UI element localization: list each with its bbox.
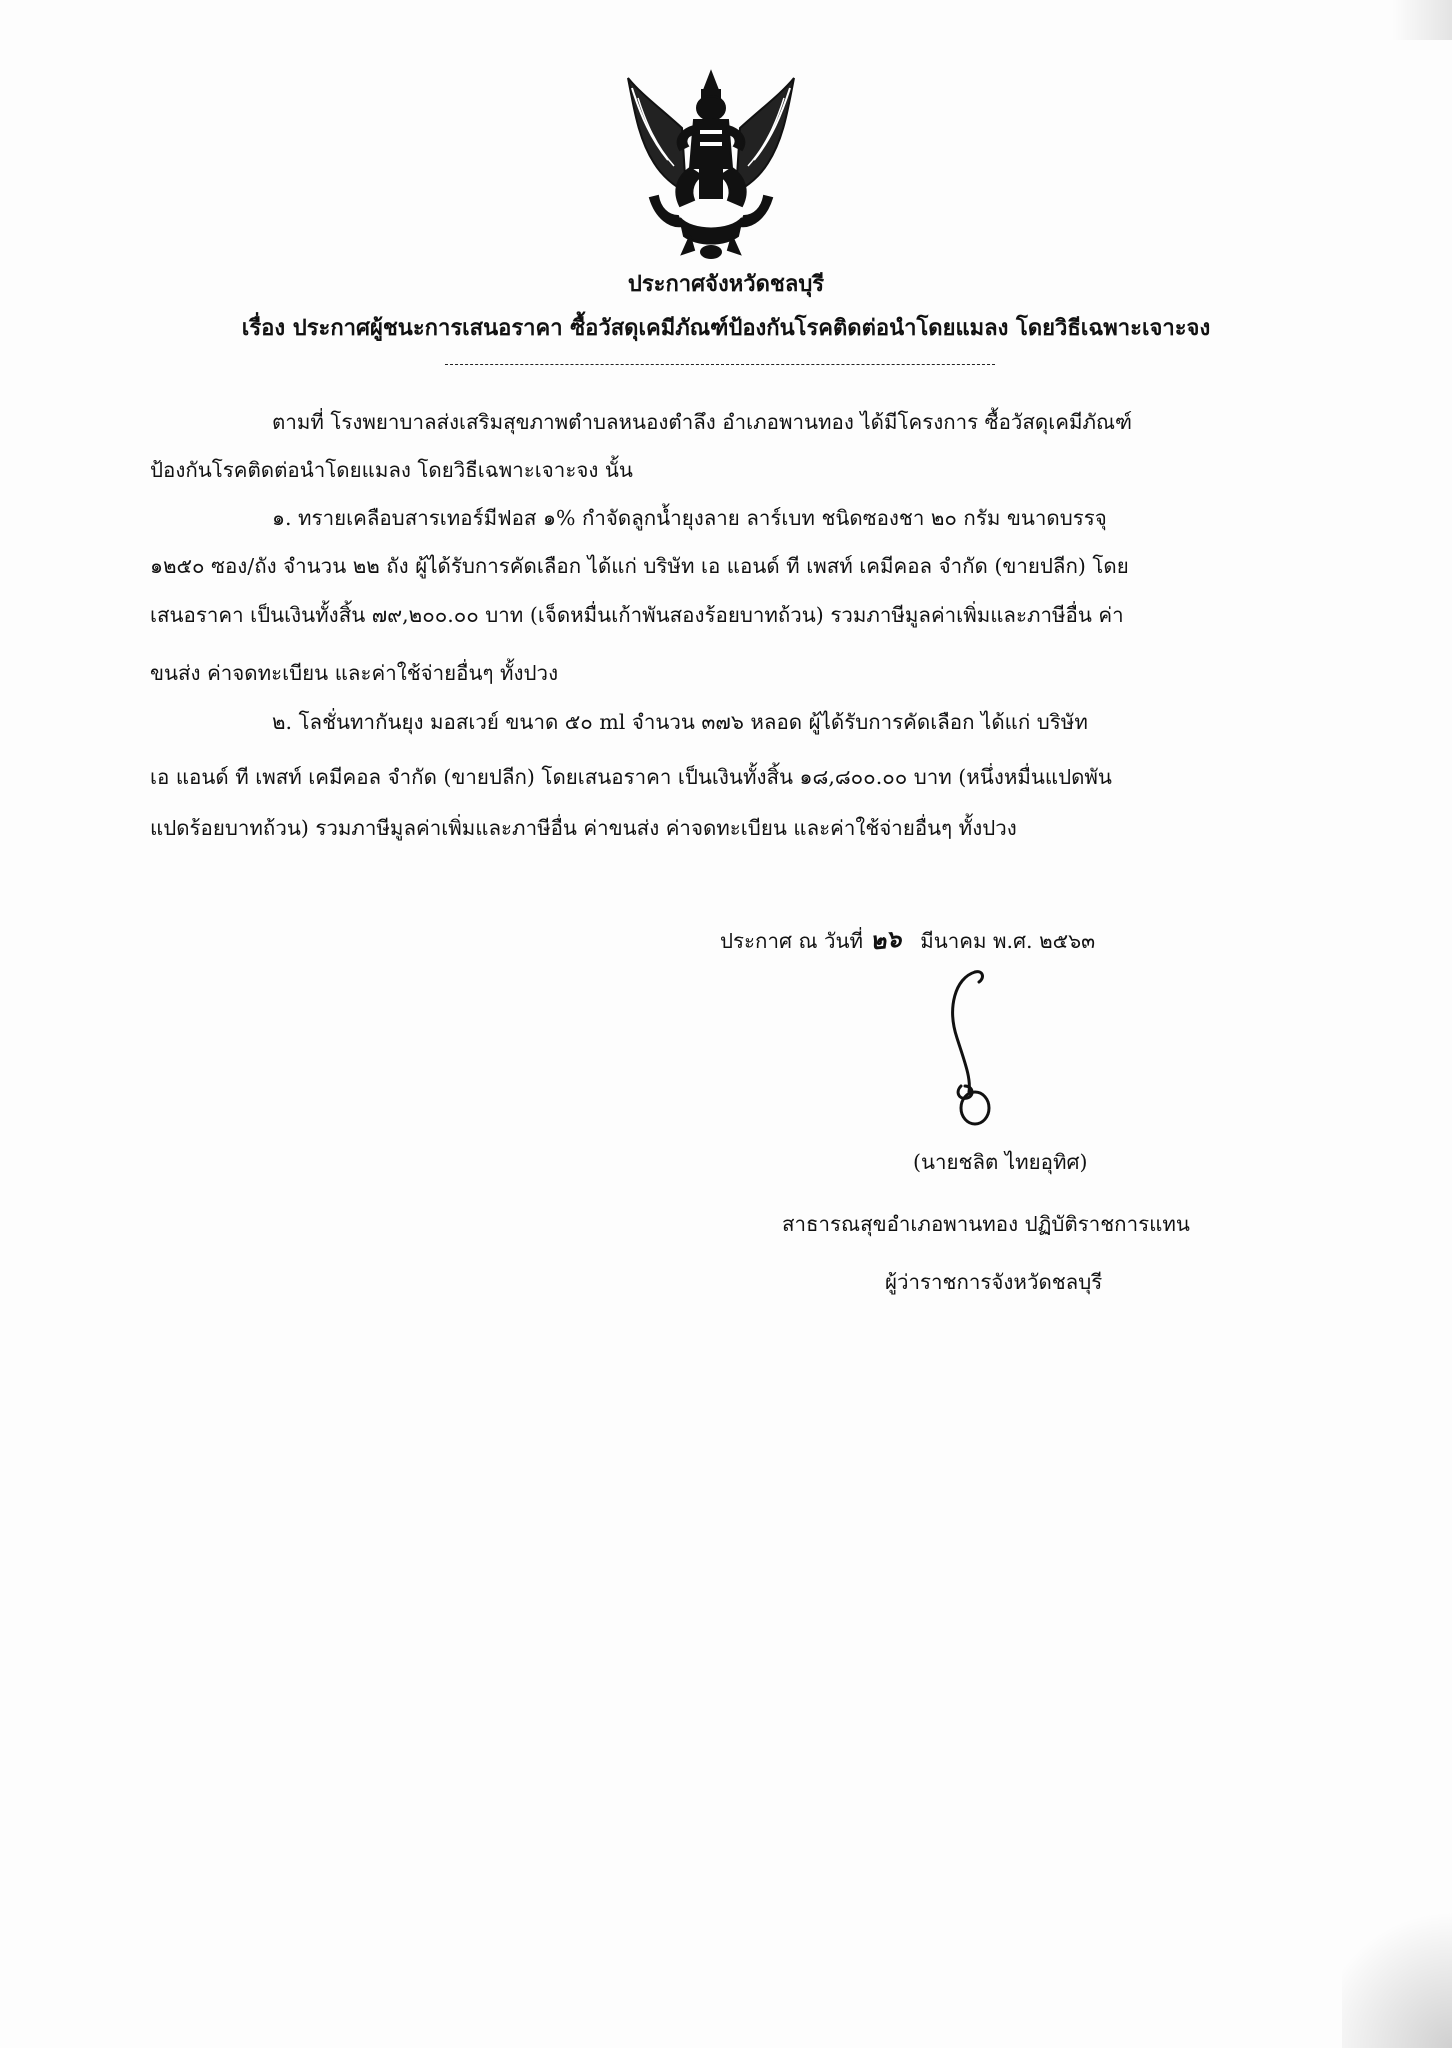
garuda-emblem-icon: [620, 68, 802, 260]
item-2-line-3: แปดร้อยบาทถ้วน) รวมภาษีมูลค่าเพิ่มและภาษีอื่น ค่าขนส่ง ค่าจดทะเบียน และค่าใช้จ่ายอื่นๆ ทั้งปวง: [150, 816, 1017, 840]
date-suffix: มีนาคม พ.ศ. ๒๕๖๓: [920, 929, 1096, 953]
item-2-line-1: ๒. โลชั่นทากันยุง มอสเวย์ ขนาด ๕๐ ml จำนวน ๓๗๖ หลอด ผู้ได้รับการคัดเลือก ได้แก่ บริษัท: [272, 710, 1088, 734]
intro-line-1: ตามที่ โรงพยาบาลส่งเสริมสุขภาพตำบลหนองตำลึง อำเภอพานทอง ได้มีโครงการ ซื้อวัสดุเคมีภัณฑ์: [272, 410, 1133, 434]
announcement-subject: เรื่อง ประกาศผู้ชนะการเสนอราคา ซื้อวัสดุเคมีภัณฑ์ป้องกันโรคติดต่อนำโดยแมลง โดยวิธีเฉพาะเจาะจง: [241, 315, 1211, 341]
item-1-line-2: ๑๒๕๐ ซอง/ถัง จำนวน ๒๒ ถัง ผู้ได้รับการคัดเลือก ได้แก่ บริษัท เอ แอนด์ ที เพสท์ เคมีคอล จำกัด (ขายปลีก) โดย: [150, 554, 1129, 578]
date-prefix: ประกาศ ณ วันที่: [720, 929, 864, 953]
item-2-line-2: เอ แอนด์ ที เพสท์ เคมีคอล จำกัด (ขายปลีก) โดยเสนอราคา เป็นเงินทั้งสิ้น ๑๘,๘๐๐.๐๐ บาท (หนึ่งหมื่นแปดพัน: [150, 765, 1112, 789]
handwritten-signature: [935, 968, 1015, 1130]
date-day: ๒๖: [868, 924, 903, 956]
signer-position: สาธารณสุขอำเภอพานทอง ปฏิบัติราชการแทน: [782, 1212, 1190, 1236]
item-1-line-1: ๑. ทรายเคลือบสารเทอร์มีฟอส ๑% กำจัดลูกน้ำยุงลาย ลาร์เบท ชนิดซองชา ๒๐ กรัม ขนาดบรรจุ: [272, 506, 1107, 530]
header-divider: [445, 364, 995, 365]
item-1-line-3: เสนอราคา เป็นเงินทั้งสิ้น ๗๙,๒๐๐.๐๐ บาท (เจ็ดหมื่นเก้าพันสองร้อยบาทถ้วน) รวมภาษีมูลค่าเพิ่มและภาษีอื่น ค่า: [150, 603, 1124, 627]
signer-authority: ผู้ว่าราชการจังหวัดชลบุรี: [885, 1270, 1103, 1294]
announcement-title: ประกาศจังหวัดชลบุรี: [627, 271, 825, 297]
signer-name: (นายชลิต ไทยอุทิศ): [913, 1150, 1088, 1174]
intro-line-2: ป้องกันโรคติดต่อนำโดยแมลง โดยวิธีเฉพาะเจาะจง นั้น: [150, 458, 633, 482]
page-edge-shadow: [1392, 0, 1452, 40]
item-1-line-4: ขนส่ง ค่าจดทะเบียน และค่าใช้จ่ายอื่นๆ ทั้งปวง: [150, 661, 559, 685]
announcement-date: [720, 920, 1095, 959]
page-corner-shadow: [1342, 1888, 1452, 2048]
